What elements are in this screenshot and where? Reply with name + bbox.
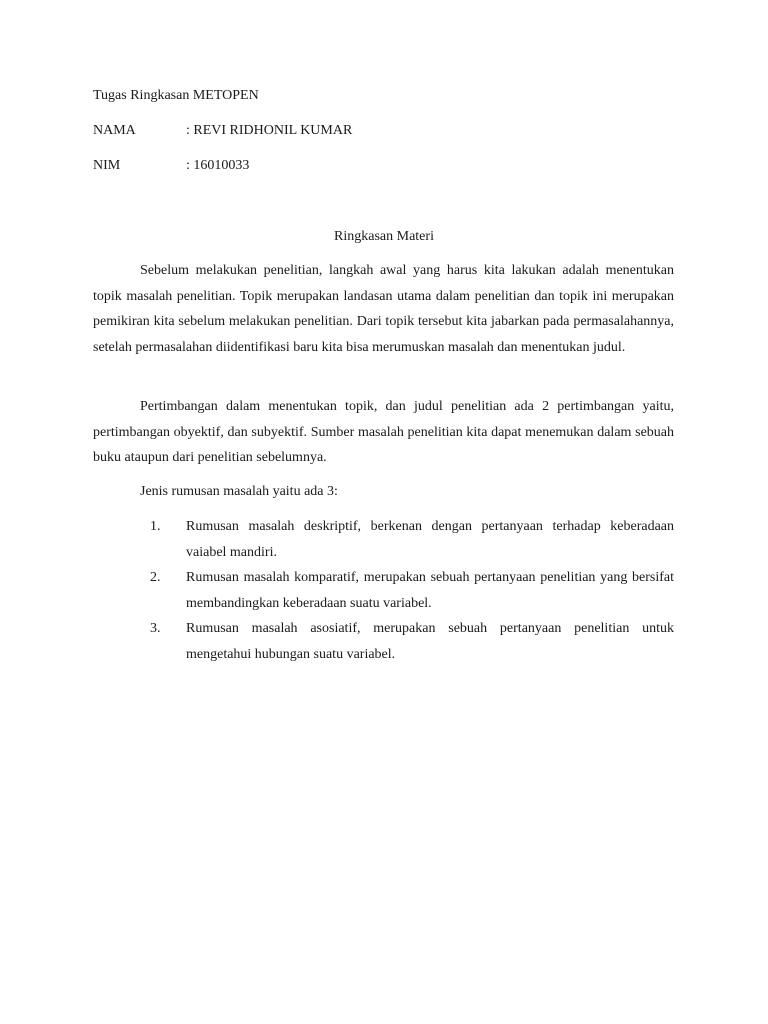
nama-value: : REVI RIDHONIL KUMAR (186, 123, 353, 138)
list-number: 2. (150, 570, 161, 585)
list-item (93, 514, 674, 565)
list-item (93, 565, 674, 616)
list-text: Rumusan masalah asosiatif, merupakan sebuah pertanyaan penelitian untuk mengetahui hubungan suatu variabel. (186, 621, 674, 662)
paragraph-3: Jenis rumusan masalah yaitu ada 3: (140, 484, 338, 499)
nim-value: : 16010033 (186, 158, 250, 173)
list-number: 1. (150, 519, 161, 534)
paragraph-1: Sebelum melakukan penelitian, langkah awal yang harus kita lakukan adalah menentukan topik masalah penelitian. Topik merupakan landasan utama dalam penelitian dan topik ini merupakan pemikiran kita sebelum melakukan penelitian. Dari topik tersebut kita jabarkan pada permasalahannya, setelah permasalahan diidentifikasi baru kita bisa merumuskan masalah dan menentukan judul. (93, 263, 674, 355)
paragraph-2: Pertimbangan dalam menentukan topik, dan judul penelitian ada 2 pertimbangan yaitu, pertimbangan obyektif, dan subyektif. Sumber masalah penelitian kita dapat menemukan dalam sebuah buku ataupun dari penelitian sebelumnya. (93, 399, 674, 465)
list-item (93, 616, 674, 667)
document-title: Tugas Ringkasan METOPEN (93, 88, 259, 103)
numbered-list (93, 514, 674, 667)
nama-label: NAMA (93, 123, 136, 138)
list-number: 3. (150, 621, 161, 636)
list-text: Rumusan masalah deskriptif, berkenan dengan pertanyaan terhadap keberadaan vaiabel mandiri. (186, 519, 674, 560)
nim-label: NIM (93, 158, 121, 173)
section-heading: Ringkasan Materi (334, 229, 434, 244)
list-text: Rumusan masalah komparatif, merupakan sebuah pertanyaan penelitian yang bersifat membandingkan keberadaan suatu variabel. (186, 570, 674, 611)
